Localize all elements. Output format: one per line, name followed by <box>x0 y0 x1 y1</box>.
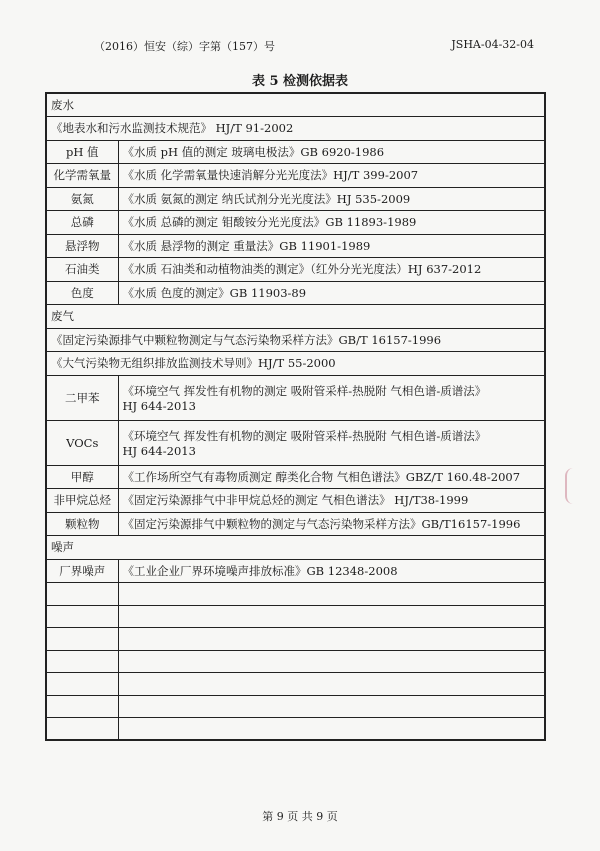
detection-basis-table <box>45 92 546 741</box>
item-name: 悬浮物 <box>46 234 118 258</box>
method-line: HJ 644-2013 <box>122 443 196 458</box>
empty-cell <box>46 650 118 673</box>
table-row <box>46 465 545 489</box>
empty-row <box>46 695 545 718</box>
method-text: 《水质 化学需氧量快速消解分光光度法》HJ/T 399-2007 <box>118 164 545 188</box>
empty-row <box>46 650 545 673</box>
section-heading-row <box>46 536 545 560</box>
item-name: 厂界噪声 <box>46 559 118 583</box>
table-row <box>46 375 545 420</box>
method-text <box>118 375 545 420</box>
empty-row <box>46 718 545 741</box>
method-text: 《工业企业厂界环境噪声排放标准》GB 12348-2008 <box>118 559 545 583</box>
empty-cell <box>118 605 545 628</box>
method-text: 《固定污染源排气中颗粒物的测定与气态污染物采样方法》GB/T16157-1996 <box>118 512 545 536</box>
method-text: 《工作场所空气有毒物质测定 醇类化合物 气相色谱法》GBZ/T 160.48-2007 <box>118 465 545 489</box>
table-row <box>46 281 545 305</box>
general-standard-row <box>46 328 545 352</box>
empty-cell <box>46 673 118 696</box>
table-row <box>46 559 545 583</box>
method-text: 《水质 总磷的测定 钼酸铵分光光度法》GB 11893-1989 <box>118 211 545 235</box>
method-text: 《水质 悬浮物的测定 重量法》GB 11901-1989 <box>118 234 545 258</box>
item-name: 氨氮 <box>46 187 118 211</box>
empty-row <box>46 628 545 651</box>
empty-row <box>46 673 545 696</box>
general-standard-row <box>46 352 545 376</box>
empty-row <box>46 605 545 628</box>
item-name: 石油类 <box>46 258 118 282</box>
method-text <box>118 420 545 465</box>
empty-cell <box>118 695 545 718</box>
method-line: 《环境空气 挥发性有机物的测定 吸附管采样-热脱附 气相色谱-质谱法》 <box>122 383 487 398</box>
item-name: 甲醇 <box>46 465 118 489</box>
empty-cell <box>46 605 118 628</box>
empty-cell <box>46 718 118 741</box>
empty-cell <box>118 650 545 673</box>
page-number: 第 9 页 共 9 页 <box>262 810 338 823</box>
method-text: 《水质 色度的测定》GB 11903-89 <box>118 281 545 305</box>
method-text: 《水质 石油类和动植物油类的测定》（红外分光光度法）HJ 637-2012 <box>118 258 545 282</box>
table-row <box>46 211 545 235</box>
wastewater-general-standard: 《地表水和污水监测技术规范》 HJ/T 91-2002 <box>46 117 545 141</box>
item-name: VOCs <box>46 420 118 465</box>
table-row <box>46 512 545 536</box>
table-row <box>46 140 545 164</box>
method-text: 《固定污染源排气中非甲烷总烃的测定 气相色谱法》 HJ/T38-1999 <box>118 489 545 513</box>
empty-row <box>46 583 545 606</box>
item-name: 非甲烷总烃 <box>46 489 118 513</box>
empty-cell <box>46 628 118 651</box>
exhaust-general-standard: 《大气污染物无组织排放监测技术导则》HJ/T 55-2000 <box>46 352 545 376</box>
document-number: （2016）恒安（综）字第（157）号 <box>94 40 275 53</box>
method-text: 《水质 pH 值的测定 玻璃电极法》GB 6920-1986 <box>118 140 545 164</box>
table-row <box>46 164 545 188</box>
table-title: 表 5 检测依据表 <box>251 74 349 89</box>
report-code: JSHA-04-32-04 <box>451 38 534 51</box>
item-name: 总磷 <box>46 211 118 235</box>
section-heading-noise: 噪声 <box>46 536 545 560</box>
general-standard-row <box>46 117 545 141</box>
empty-cell <box>46 583 118 606</box>
exhaust-general-standard: 《固定污染源排气中颗粒物测定与气态污染物采样方法》GB/T 16157-1996 <box>46 328 545 352</box>
item-name: 化学需氧量 <box>46 164 118 188</box>
item-name: 颗粒物 <box>46 512 118 536</box>
empty-cell <box>118 718 545 741</box>
section-heading-row <box>46 93 545 117</box>
table-row <box>46 187 545 211</box>
method-line: HJ 644-2013 <box>122 398 196 413</box>
item-name: 二甲苯 <box>46 375 118 420</box>
section-heading-wastewater: 废水 <box>46 93 545 117</box>
item-name: pH 值 <box>46 140 118 164</box>
seal-edge-mark <box>565 468 579 504</box>
section-heading-exhaust: 废气 <box>46 305 545 329</box>
section-heading-row <box>46 305 545 329</box>
item-name: 色度 <box>46 281 118 305</box>
table-row <box>46 420 545 465</box>
method-line: 《环境空气 挥发性有机物的测定 吸附管采样-热脱附 气相色谱-质谱法》 <box>122 428 487 443</box>
table-row <box>46 258 545 282</box>
table-row <box>46 234 545 258</box>
empty-cell <box>118 628 545 651</box>
table-row <box>46 489 545 513</box>
empty-cell <box>46 695 118 718</box>
empty-cell <box>118 673 545 696</box>
method-text: 《水质 氨氮的测定 纳氏试剂分光光度法》HJ 535-2009 <box>118 187 545 211</box>
empty-cell <box>118 583 545 606</box>
